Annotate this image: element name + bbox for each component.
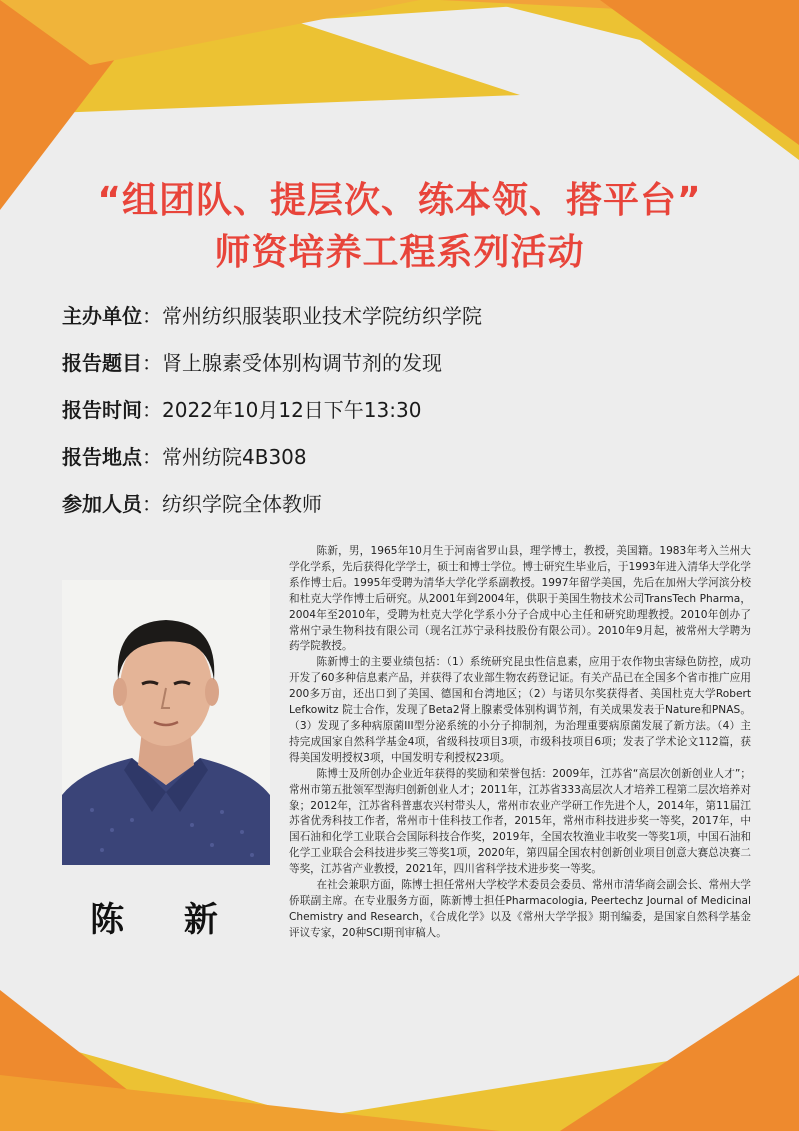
speaker-name: 陈 新 <box>90 900 242 940</box>
info-topic: 报告题目：肾上腺素受体别构调节剂的发现 <box>62 351 442 375</box>
info-host: 主办单位：常州纺织服装职业技术学院纺织学院 <box>62 304 482 328</box>
info-label: 报告地点 <box>62 445 142 469</box>
title-line-2: 师资培养工程系列活动 <box>214 232 585 273</box>
info-value: 常州纺院4B308 <box>162 445 307 469</box>
info-label: 主办单位 <box>62 304 142 328</box>
speaker-bio <box>289 544 751 942</box>
info-value: 纺织学院全体教师 <box>162 492 322 516</box>
bio-paragraph: 陈新，男，1965年10月生于河南省罗山县，理学博士，教授，美国籍。1983年考入兰州大学化学系，先后获得化学学士，硕士和博士学位。博士研究生毕业后，于1993年进入清华大学化学系作博士后。1995年受聘为清华大学化学系副教授。1997年留学美国，先后在加州大学河滨分校和杜克大学作博士后研究。从2001年到2004年，供职于美国生物技术公司TransTech Pharma，2004年至2010年，受聘为杜克大学化学系小分子合成中心主任和研究助理教授。2010年创办了常州宁录生物科技有限公司（现名江苏宁录科技股份有限公司）。2010年9月起，被常州大学聘为药学院教授。 <box>289 545 751 653</box>
info-attendees: 参加人员：纺织学院全体教师 <box>62 492 322 516</box>
info-time: 报告时间：2022年10月12日下午13:30 <box>62 398 422 422</box>
bio-paragraph: 在社会兼职方面，陈博士担任常州大学校学术委员会委员、常州市清华商会副会长、常州大学侨联副主席。在专业服务方面，陈新博士担任Pharmacologia, Peertechz Journal of Medicinal Chemistry and Research，《合成化学》以及《常州大学学报》期刊编委，是国家自然科学基金评议专家，20种SCI期刊审稿人。 <box>289 879 751 939</box>
info-label: 报告时间 <box>62 398 142 422</box>
info-value: 常州纺织服装职业技术学院纺织学院 <box>162 304 482 328</box>
bio-paragraph: 陈新博士的主要业绩包括：（1）系统研究昆虫性信息素，应用于农作物虫害绿色防控，成功开发了60多种信息素产品，并获得了农业部生物农药登记证。有关产品已在全国多个省市推广应用200多万亩，还出口到了美国、德国和台湾地区；（2）与诺贝尔奖获得者、美国杜克大学Robert Lefkowitz 院士合作，发现了Beta2肾上腺素受体别构调节剂，有关成果发表于Nature和PNAS。（3）发现了多种病原菌III型分泌系统的小分子抑制剂，为治理重要病原菌发展了新方法。（4）主持完成国家自然科学基金4项，省级科技项目3项，市级科技项目6项；发表了学术论文112篇，获得美国发明授权3项，中国发明专利授权23项。 <box>289 656 751 764</box>
bio-paragraph: 陈博士及所创办企业近年获得的奖励和荣誉包括：2009年，江苏省“高层次创新创业人才”；常州市第五批领军型海归创新创业人才；2011年，江苏省333高层次人才培养工程第二层次培养对象；2012年，江苏省科普惠农兴村带头人，常州市农业产学研工作先进个人，2014年，第11届江苏省优秀科技工作者，常州市十佳科技工作者，2015年，常州市科技进步奖一等奖，2017年，中国石油和化学工业联合会国际科技合作奖，2019年，全国农牧渔业丰收奖一等奖1项，中国石油和化学工业联合会科技进步奖三等奖1项，2020年，第四届全国农村创新创业项目创意大赛总决赛二等奖，江苏省产业教授，2021年，四川省科学技术进步奖一等奖。 <box>289 767 751 876</box>
info-value: 肾上腺素受体别构调节剂的发现 <box>162 351 442 375</box>
info-location: 报告地点：常州纺院4B308 <box>62 445 307 469</box>
title-line-1: “组团队、提层次、练本领、搭平台” <box>97 180 702 221</box>
info-label: 参加人员 <box>62 492 142 516</box>
info-label: 报告题目 <box>62 351 142 375</box>
speaker-photo <box>62 580 270 865</box>
info-value: 2022年10月12日下午13:30 <box>162 398 422 422</box>
